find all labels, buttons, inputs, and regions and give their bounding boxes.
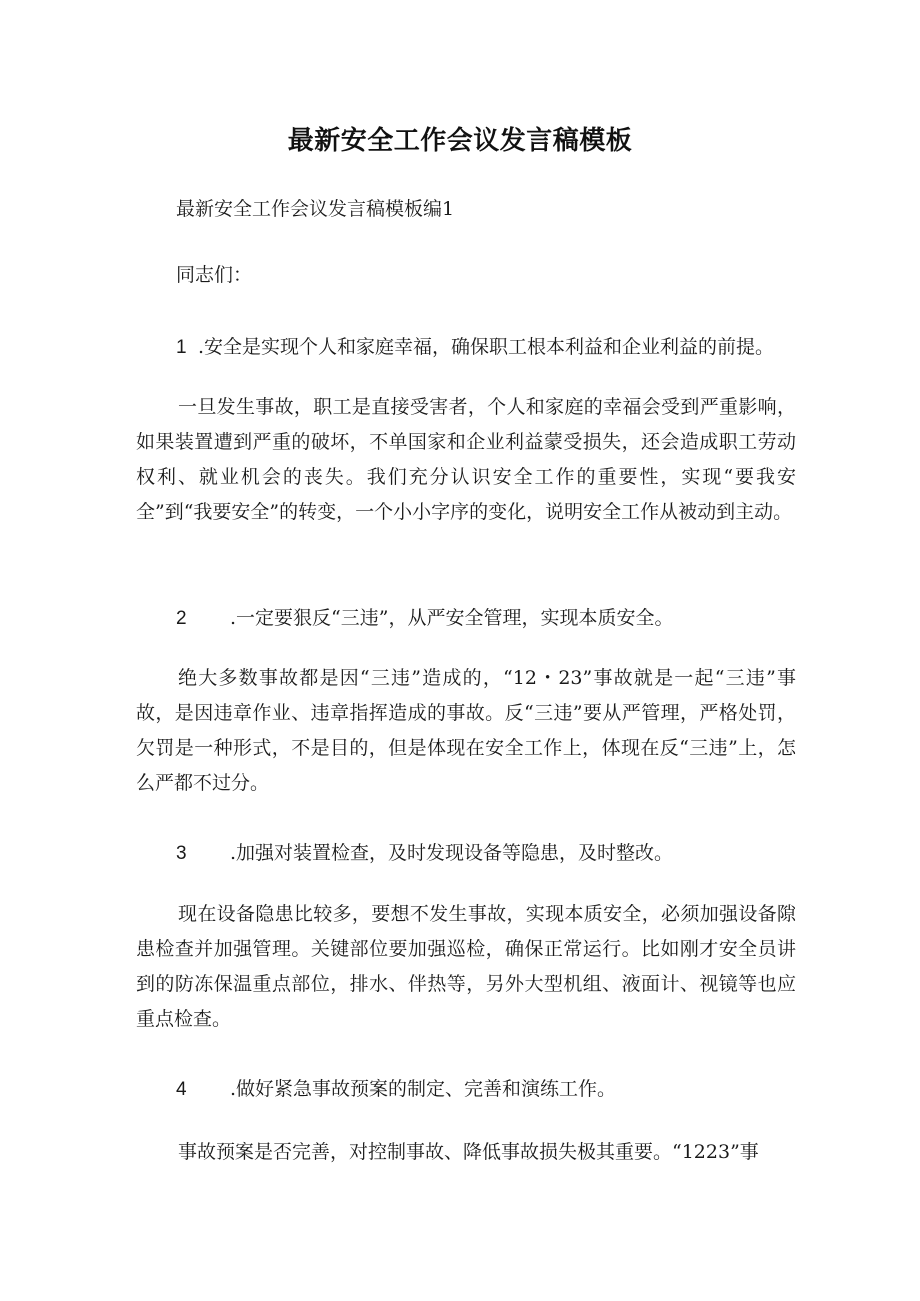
section-number: 1	[176, 337, 187, 358]
section-3-body: 现在设备隐患比较多，要想不发生事故，实现本质安全，必须加强设备隙患检查并加强管理。关键部位要加强巡检，确保正常运行。比如刚才安全员讲到的防冻保温重点部位，排水、伴热等，另外大型机组、液面计、视镜等也应重点检查。	[136, 903, 796, 1030]
section-4-heading	[176, 1074, 616, 1101]
section-2-heading	[176, 603, 673, 630]
section-number: 3	[176, 843, 187, 864]
section-1-heading	[176, 332, 774, 359]
document-subtitle: 最新安全工作会议发言稿模板编1	[176, 198, 455, 220]
salutation: 同志们：	[176, 264, 253, 286]
section-heading-text: .一定要狠反“三违”，从严安全管理，实现本质安全。	[230, 607, 674, 629]
section-heading-text: .做好紧急事故预案的制定、完善和演练工作。	[230, 1078, 617, 1100]
section-heading-text: .安全是实现个人和家庭幸福，确保职工根本利益和企业利益的前提。	[198, 336, 775, 358]
document-title: 最新安全工作会议发言稿模板	[287, 126, 633, 156]
section-heading-text: .加强对装置检查，及时发现设备等隐患，及时整改。	[230, 842, 674, 864]
section-4-body: 事故预案是否完善，对控制事故、降低事故损失极其重要。“1223”事	[178, 1141, 759, 1163]
section-2-body: 绝大多数事故都是因“三违”造成的，“12・23”事故就是一起“三违”事故，是因违章作业、违章指挥造成的事故。反“三违”要从严管理，严格处罚，欠罚是一种形式，不是目的，但是体现在安全工作上，体现在反“三违”上，怎么严都不过分。	[136, 667, 796, 794]
section-number: 2	[176, 608, 187, 629]
section-3-heading	[176, 838, 673, 865]
section-1-body: 一旦发生事故，职工是直接受害者，个人和家庭的幸福会受到严重影响，如果装置遭到严重的破坏，不单国家和企业利益蒙受损失，还会造成职工劳动权利、就业机会的丧失。我们充分认识安全工作的重要性，实现“要我安全”到“我要安全”的转变，一个小小字序的变化，说明安全工作从被动到主动。	[136, 396, 796, 523]
section-number: 4	[176, 1079, 187, 1100]
